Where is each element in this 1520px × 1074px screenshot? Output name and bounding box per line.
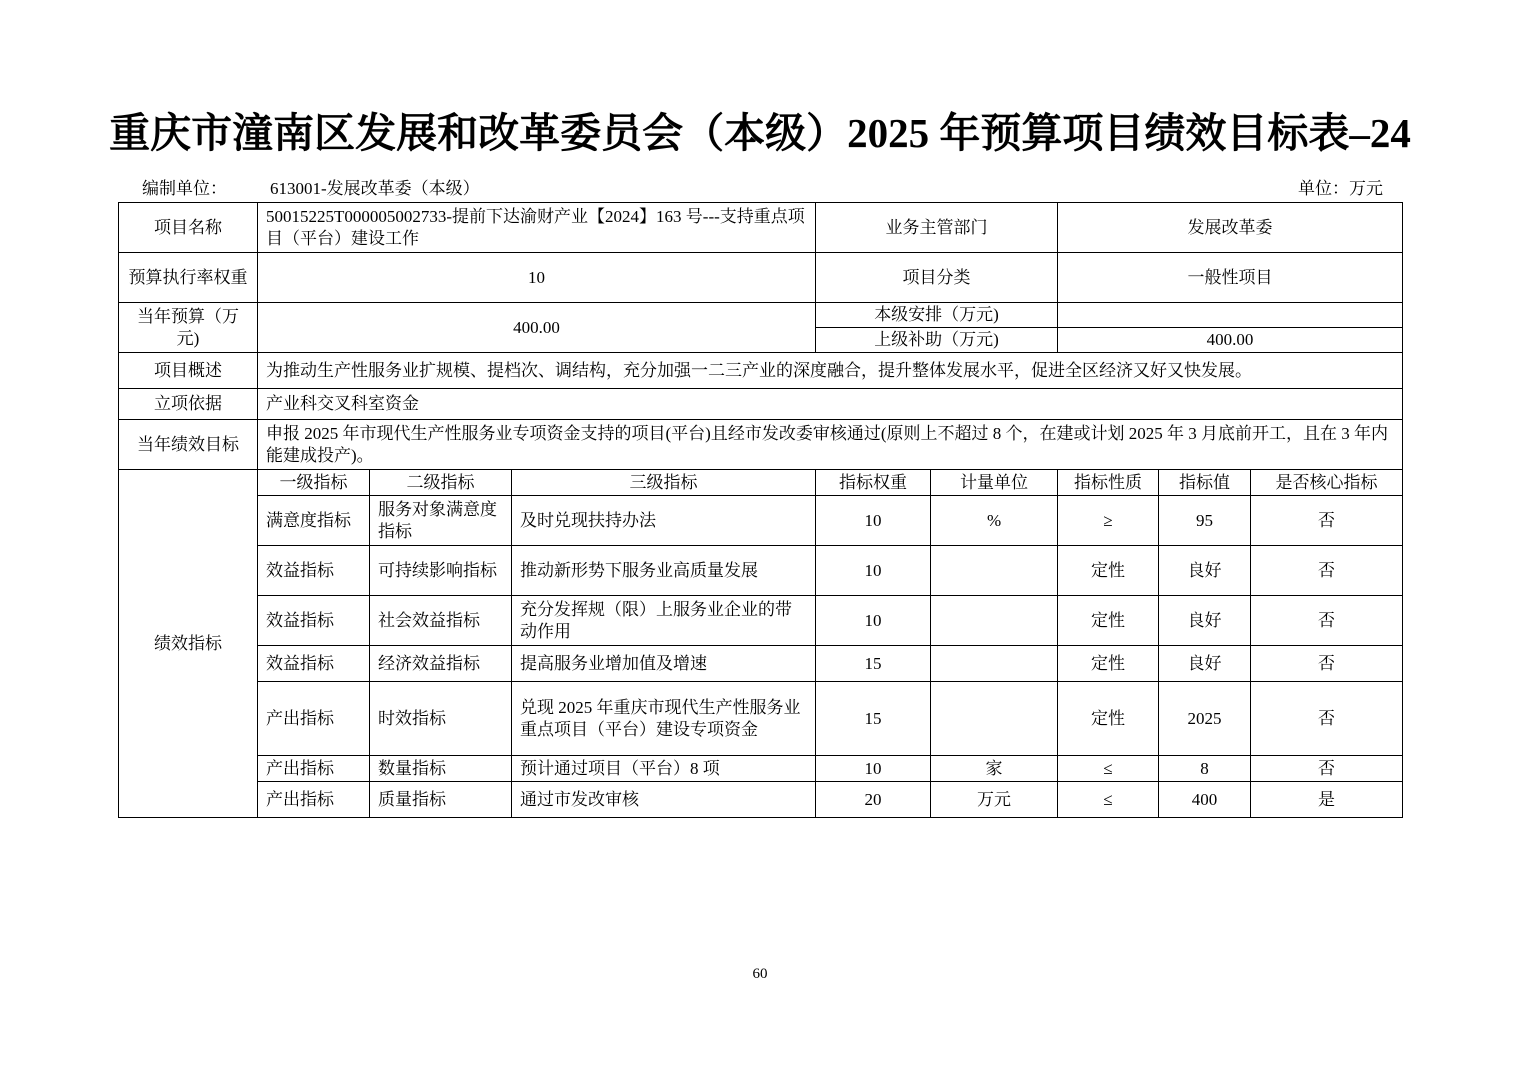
indicator-l1: 产出指标 — [258, 756, 370, 782]
indicator-l1: 产出指标 — [258, 782, 370, 818]
indicators-section-label: 绩效指标 — [119, 470, 258, 818]
header-value: 指标值 — [1159, 470, 1251, 496]
indicator-value: 95 — [1159, 496, 1251, 546]
header-core: 是否核心指标 — [1251, 470, 1403, 496]
header-unit: 计量单位 — [931, 470, 1058, 496]
indicator-nature: ≤ — [1058, 782, 1159, 818]
row-project-name — [119, 203, 1403, 253]
indicator-value: 良好 — [1159, 546, 1251, 596]
page-number: 60 — [752, 966, 768, 982]
header-nature: 指标性质 — [1058, 470, 1159, 496]
indicator-core: 否 — [1251, 682, 1403, 756]
indicator-l3: 兑现 2025 年重庆市现代生产性服务业重点项目（平台）建设专项资金 — [512, 682, 816, 756]
indicator-core: 否 — [1251, 756, 1403, 782]
indicator-unit — [931, 596, 1058, 646]
unit-label: 单位：万元 — [1298, 179, 1383, 198]
budget-label: 当年预算（万元) — [119, 303, 258, 353]
row-indicator-headers — [119, 470, 1403, 496]
budget-value: 400.00 — [258, 303, 816, 353]
indicator-l3: 推动新形势下服务业高质量发展 — [512, 546, 816, 596]
upper-label: 上级补助（万元) — [816, 328, 1058, 353]
table-row — [119, 646, 1403, 682]
table-row — [119, 596, 1403, 646]
indicator-nature: 定性 — [1058, 646, 1159, 682]
goal-value: 申报 2025 年市现代生产性服务业专项资金支持的项目(平台)且经市发改委审核通过(原则上不超过 8 个，在建或计划 2025 年 3 月底前开工，且在 3 年内能建成投产)。 — [258, 420, 1403, 470]
indicator-unit: % — [931, 496, 1058, 546]
indicator-weight: 10 — [816, 596, 931, 646]
indicator-l3: 通过市发改审核 — [512, 782, 816, 818]
exec-weight-value: 10 — [258, 253, 816, 303]
indicator-l1: 效益指标 — [258, 546, 370, 596]
indicator-l2: 可持续影响指标 — [370, 546, 512, 596]
indicator-value: 良好 — [1159, 646, 1251, 682]
indicator-l1: 产出指标 — [258, 682, 370, 756]
overview-label: 项目概述 — [119, 353, 258, 389]
table-row — [119, 682, 1403, 756]
indicator-weight: 15 — [816, 682, 931, 756]
org-value: 613001-发展改革委（本级） — [270, 179, 480, 198]
performance-table — [118, 202, 1403, 818]
indicator-l2: 社会效益指标 — [370, 596, 512, 646]
indicator-value: 2025 — [1159, 682, 1251, 756]
indicator-unit — [931, 682, 1058, 756]
indicator-weight: 20 — [816, 782, 931, 818]
indicator-nature: ≤ — [1058, 756, 1159, 782]
local-value — [1058, 303, 1403, 328]
indicator-l3: 及时兑现扶持办法 — [512, 496, 816, 546]
basis-label: 立项依据 — [119, 389, 258, 420]
project-name-value: 50015225T000005002733-提前下达渝财产业【2024】163 号---支持重点项目（平台）建设工作 — [258, 203, 816, 253]
upper-value: 400.00 — [1058, 328, 1403, 353]
indicator-l3: 充分发挥规（限）上服务业企业的带动作用 — [512, 596, 816, 646]
indicator-l2: 质量指标 — [370, 782, 512, 818]
indicator-l3: 提高服务业增加值及增速 — [512, 646, 816, 682]
indicator-core: 否 — [1251, 546, 1403, 596]
header-l3: 三级指标 — [512, 470, 816, 496]
indicator-unit — [931, 546, 1058, 596]
indicator-core: 否 — [1251, 646, 1403, 682]
table-row — [119, 546, 1403, 596]
indicator-nature: 定性 — [1058, 596, 1159, 646]
indicator-value: 400 — [1159, 782, 1251, 818]
goal-label: 当年绩效目标 — [119, 420, 258, 470]
header-weight: 指标权重 — [816, 470, 931, 496]
local-label: 本级安排（万元) — [816, 303, 1058, 328]
table-row — [119, 756, 1403, 782]
dept-value: 发展改革委 — [1058, 203, 1403, 253]
project-name-label: 项目名称 — [119, 203, 258, 253]
indicator-l2: 经济效益指标 — [370, 646, 512, 682]
indicator-unit — [931, 646, 1058, 682]
row-overview — [119, 353, 1403, 389]
category-value: 一般性项目 — [1058, 253, 1403, 303]
indicator-nature: ≥ — [1058, 496, 1159, 546]
indicator-unit: 万元 — [931, 782, 1058, 818]
indicator-nature: 定性 — [1058, 546, 1159, 596]
header-l1: 一级指标 — [258, 470, 370, 496]
basis-value: 产业科交叉科室资金 — [258, 389, 1403, 420]
header-l2: 二级指标 — [370, 470, 512, 496]
indicator-l2: 数量指标 — [370, 756, 512, 782]
indicator-core: 否 — [1251, 496, 1403, 546]
exec-weight-label: 预算执行率权重 — [119, 253, 258, 303]
row-exec-weight — [119, 253, 1403, 303]
indicator-nature: 定性 — [1058, 682, 1159, 756]
indicator-l3: 预计通过项目（平台）8 项 — [512, 756, 816, 782]
indicator-l1: 满意度指标 — [258, 496, 370, 546]
indicator-weight: 15 — [816, 646, 931, 682]
row-basis — [119, 389, 1403, 420]
indicator-unit: 家 — [931, 756, 1058, 782]
overview-value: 为推动生产性服务业扩规模、提档次、调结构，充分加强一二三产业的深度融合，提升整体发展水平，促进全区经济又好又快发展。 — [258, 353, 1403, 389]
indicator-core: 是 — [1251, 782, 1403, 818]
row-goal — [119, 420, 1403, 470]
dept-label: 业务主管部门 — [816, 203, 1058, 253]
indicator-value: 8 — [1159, 756, 1251, 782]
indicator-weight: 10 — [816, 756, 931, 782]
indicator-l2: 时效指标 — [370, 682, 512, 756]
indicator-value: 良好 — [1159, 596, 1251, 646]
indicator-weight: 10 — [816, 546, 931, 596]
page-title: 重庆市潼南区发展和改革委员会（本级）2025 年预算项目绩效目标表–24 — [109, 110, 1411, 156]
indicator-l1: 效益指标 — [258, 646, 370, 682]
row-budget-local — [119, 303, 1403, 328]
indicator-l1: 效益指标 — [258, 596, 370, 646]
indicator-core: 否 — [1251, 596, 1403, 646]
indicator-weight: 10 — [816, 496, 931, 546]
indicator-l2: 服务对象满意度指标 — [370, 496, 512, 546]
org-label: 编制单位： — [142, 179, 227, 198]
category-label: 项目分类 — [816, 253, 1058, 303]
table-row — [119, 782, 1403, 818]
table-row — [119, 496, 1403, 546]
